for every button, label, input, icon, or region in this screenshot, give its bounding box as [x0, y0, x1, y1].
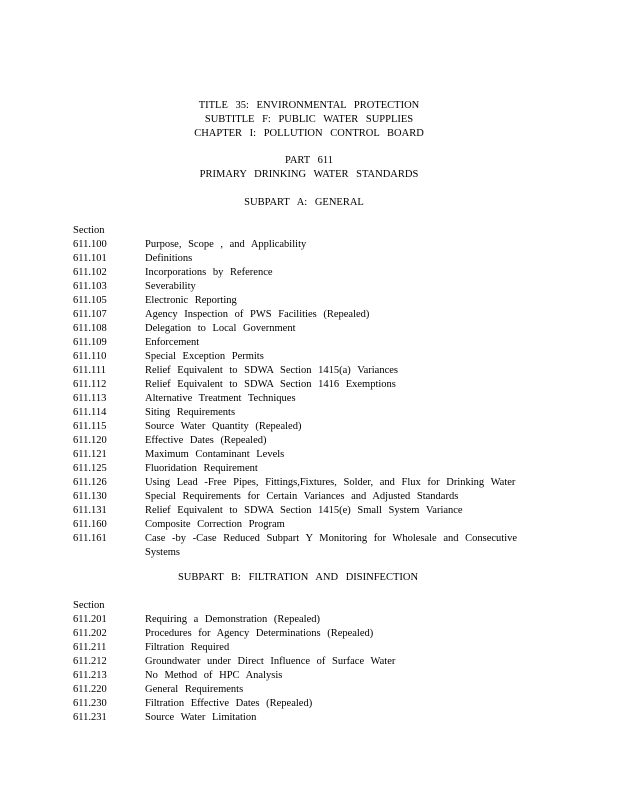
- section-title: Purpose, Scope , and Applicability: [145, 239, 307, 250]
- section-number: 611.211: [73, 642, 107, 653]
- section-number: 611.130: [73, 491, 107, 502]
- section-entry: [73, 669, 533, 683]
- document-header: [0, 99, 618, 141]
- section-entry: [73, 462, 533, 476]
- part-line: PART 611: [284, 155, 334, 166]
- section-title: Siting Requirements: [145, 407, 236, 418]
- section-title: Procedures for Agency Determinations (Repealed): [145, 628, 374, 639]
- section-title: Filtration Effective Dates (Repealed): [145, 698, 313, 709]
- section-number: 611.102: [73, 267, 107, 278]
- section-number: 611.220: [73, 684, 107, 695]
- section-title: Special Exception Permits: [145, 351, 264, 362]
- section-entry: [73, 655, 533, 669]
- section-number: 611.108: [73, 323, 107, 334]
- section-number: 611.115: [73, 421, 107, 432]
- section-title: Special Requirements for Certain Variances and Adjusted Standards: [145, 491, 459, 502]
- section-title: Relief Equivalent to SDWA Section 1415(a) Variances: [145, 365, 399, 376]
- section-entry: [73, 711, 533, 725]
- section-number: 611.109: [73, 337, 107, 348]
- section-title: Maximum Contaminant Levels: [145, 449, 285, 460]
- section-entry: [73, 448, 533, 462]
- section-title: Relief Equivalent to SDWA Section 1416 Exemptions: [145, 379, 396, 390]
- section-entry: [73, 476, 533, 490]
- section-number: 611.161: [73, 533, 107, 544]
- section-number: 611.105: [73, 295, 107, 306]
- section-title: Definitions: [145, 253, 193, 264]
- section-number: 611.131: [73, 505, 107, 516]
- section-entry: [73, 350, 533, 364]
- section-number: 611.212: [73, 656, 107, 667]
- section-entry: [73, 697, 533, 711]
- section-entry: [73, 406, 533, 420]
- section-title: Delegation to Local Government: [145, 323, 296, 334]
- chapter-line: CHAPTER I: POLLUTION CONTROL BOARD: [194, 128, 424, 139]
- subpart-a-heading: SUBPART A: GENERAL: [244, 197, 364, 208]
- section-number: 611.112: [73, 379, 107, 390]
- section-entry: [73, 308, 533, 322]
- section-number: 611.230: [73, 698, 107, 709]
- section-number: 611.125: [73, 463, 107, 474]
- section-title: Electronic Reporting: [145, 295, 237, 306]
- part-title: PRIMARY DRINKING WATER STANDARDS: [199, 169, 419, 180]
- section-entry: [73, 280, 533, 294]
- section-entry: [73, 434, 533, 448]
- section-entry: [73, 627, 533, 641]
- section-number: 611.101: [73, 253, 107, 264]
- section-entry: [73, 504, 533, 518]
- section-entry: [73, 518, 533, 532]
- section-entry: [73, 336, 533, 350]
- section-title: Using Lead -Free Pipes, Fittings,Fixtures, Solder, and Flux for Drinking Water: [145, 477, 516, 488]
- section-title: Alternative Treatment Techniques: [145, 393, 296, 404]
- section-title: Case -by -Case Reduced Subpart Y Monitoring for Wholesale and Consecutive Systems: [145, 533, 518, 558]
- section-number: 611.121: [73, 449, 107, 460]
- section-number: 611.231: [73, 712, 107, 723]
- section-label: Section: [73, 600, 105, 611]
- section-title: Requiring a Demonstration (Repealed): [145, 614, 320, 625]
- section-number: 611.126: [73, 477, 107, 488]
- section-title: Incorporations by Reference: [145, 267, 273, 278]
- subtitle-line: SUBTITLE F: PUBLIC WATER SUPPLIES: [204, 114, 414, 125]
- section-number: 611.160: [73, 519, 107, 530]
- section-entry: [73, 392, 533, 406]
- section-entry: [73, 490, 533, 504]
- section-number: 611.213: [73, 670, 107, 681]
- section-entry: [73, 378, 533, 392]
- section-title: Groundwater under Direct Influence of Surface Water: [145, 656, 396, 667]
- section-label: Section: [73, 225, 105, 236]
- section-entry: [73, 322, 533, 336]
- section-title: General Requirements: [145, 684, 244, 695]
- subpart-a-section-list: [73, 224, 533, 560]
- title-line: TITLE 35: ENVIRONMENTAL PROTECTION: [198, 100, 420, 111]
- section-number: 611.111: [73, 365, 106, 376]
- section-title: Relief Equivalent to SDWA Section 1415(e) Small System Variance: [145, 505, 463, 516]
- section-entry: [73, 266, 533, 280]
- section-entry: [73, 294, 533, 308]
- section-title: Fluoridation Requirement: [145, 463, 258, 474]
- section-entry: [73, 238, 533, 252]
- section-title: Source Water Quantity (Repealed): [145, 421, 302, 432]
- section-title: Effective Dates (Repealed): [145, 435, 267, 446]
- section-number: 611.107: [73, 309, 107, 320]
- section-entry: [73, 683, 533, 697]
- section-number: 611.110: [73, 351, 107, 362]
- section-entry: [73, 252, 533, 266]
- section-entry: [73, 641, 533, 655]
- section-entry: [73, 364, 533, 378]
- section-entry: [73, 532, 533, 560]
- part-header: [0, 154, 618, 182]
- section-number: 611.100: [73, 239, 107, 250]
- section-number: 611.120: [73, 435, 107, 446]
- subpart-b-heading: SUBPART B: FILTRATION AND DISINFECTION: [177, 572, 419, 583]
- section-number: 611.202: [73, 628, 107, 639]
- section-title: Composite Correction Program: [145, 519, 285, 530]
- section-title: Source Water Limitation: [145, 712, 257, 723]
- section-title: Filtration Required: [145, 642, 230, 653]
- section-entry: [73, 613, 533, 627]
- subpart-b-section-list: [73, 599, 533, 725]
- section-number: 611.201: [73, 614, 107, 625]
- section-title: Agency Inspection of PWS Facilities (Repealed): [145, 309, 370, 320]
- section-entry: [73, 420, 533, 434]
- section-title: Enforcement: [145, 337, 200, 348]
- section-number: 611.103: [73, 281, 107, 292]
- section-number: 611.114: [73, 407, 107, 418]
- section-title: No Method of HPC Analysis: [145, 670, 283, 681]
- section-title: Severability: [145, 281, 196, 292]
- section-number: 611.113: [73, 393, 107, 404]
